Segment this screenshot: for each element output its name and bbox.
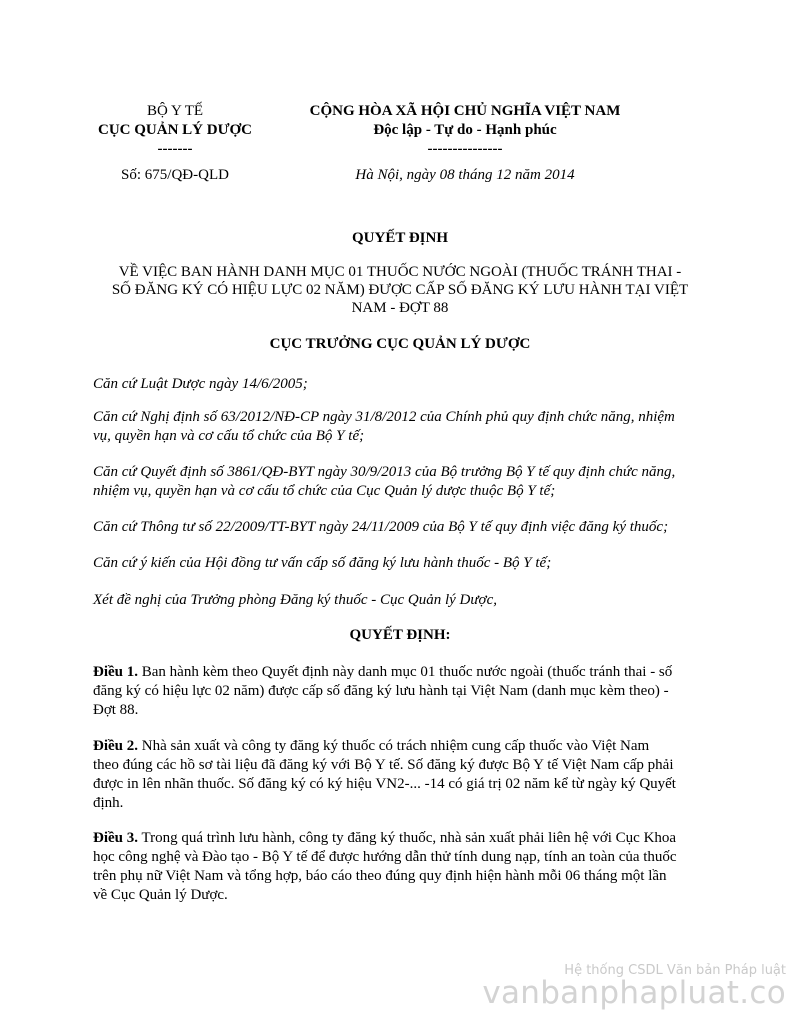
issue-date: Hà Nội, ngày 08 tháng 12 năm 2014 — [355, 167, 575, 183]
article-text: theo đúng các hồ sơ tài liệu đã đăng ký với Bộ Y tế. Số đăng ký được Bộ Y tế Việt Nam cấp phải — [93, 757, 674, 773]
article-text: đăng ký có hiệu lực 02 năm) được cấp số đăng ký lưu hành tại Việt Nam (danh mục kèm theo) - — [93, 683, 669, 699]
basis-line: Căn cứ Luật Dược ngày 14/6/2005; — [93, 376, 308, 392]
article-text: Trong quá trình lưu hành, công ty đăng ký thuốc, nhà sản xuất phải liên hệ với Cục Khoa — [138, 830, 677, 846]
basis-line: vụ, quyền hạn và cơ cấu tổ chức của Bộ Y tế; — [93, 428, 365, 444]
article-3 — [93, 829, 703, 905]
legal-basis — [93, 463, 703, 501]
watermark-site: vanbanphapluat.co — [482, 975, 786, 1011]
national-heading-block — [290, 102, 640, 185]
document-subject — [80, 263, 720, 317]
article-text: Ban hành kèm theo Quyết định này danh mục 01 thuốc nước ngoài (thuốc tránh thai - số — [138, 664, 673, 680]
decision-heading: QUYẾT ĐỊNH: — [349, 627, 451, 643]
basis-line: Căn cứ ý kiến của Hội đồng tư vấn cấp số đăng ký lưu hành thuốc - Bộ Y tế; — [93, 555, 552, 571]
motto-separator: --------------- — [427, 141, 503, 157]
basis-line: Căn cứ Nghị định số 63/2012/NĐ-CP ngày 31/8/2012 của Chính phủ quy định chức năng, nhiệm — [93, 409, 675, 425]
legal-basis — [93, 591, 703, 610]
ministry-name: BỘ Y TẾ — [146, 103, 204, 119]
article-label: Điều 1. — [93, 664, 138, 680]
issuer-separator: ------- — [157, 141, 193, 157]
basis-line: nhiệm vụ, quyền hạn và cơ cấu tổ chức của Cục Quản lý dược thuộc Bộ Y tế; — [93, 483, 556, 499]
legal-basis — [93, 375, 703, 394]
article-2 — [93, 737, 703, 813]
basis-line: Căn cứ Thông tư số 22/2009/TT-BYT ngày 24/11/2009 của Bộ Y tế quy định việc đăng ký thuốc; — [93, 519, 669, 535]
department-name: CỤC QUẢN LÝ DƯỢC — [97, 122, 253, 138]
national-motto: Độc lập - Tự do - Hạnh phúc — [373, 122, 557, 138]
article-text: trên phụ nữ Việt Nam và tổng hợp, báo cáo theo đúng quy định hiện hành mỗi 06 tháng một lần — [93, 868, 667, 884]
article-text: học công nghệ và Đào tạo - Bộ Y tế để được hướng dẫn thử tính dung nạp, tính an toàn của thuốc — [93, 849, 677, 865]
article-label: Điều 3. — [93, 830, 138, 846]
document-number: Số: 675/QĐ-QLD — [121, 167, 229, 183]
watermark-caption: Hệ thống CSDL Văn bản Pháp luật — [564, 963, 786, 978]
subject-line: NAM - ĐỢT 88 — [351, 300, 449, 316]
basis-line: Xét đề nghị của Trưởng phòng Đăng ký thuốc - Cục Quản lý Dược, — [93, 592, 497, 608]
country-name: CỘNG HÒA XÃ HỘI CHỦ NGHĨA VIỆT NAM — [309, 103, 621, 119]
issuer-block — [85, 102, 265, 185]
subject-line: VỀ VIỆC BAN HÀNH DANH MỤC 01 THUỐC NƯỚC NGOÀI (THUỐC TRÁNH THAI - — [118, 264, 682, 280]
legal-basis — [93, 554, 703, 573]
document-title: QUYẾT ĐỊNH — [352, 230, 448, 246]
article-text: được in lên nhãn thuốc. Số đăng ký có ký hiệu VN2-... -14 có giá trị 02 năm kể từ ngày ký Quyết — [93, 776, 676, 792]
basis-line: Căn cứ Quyết định số 3861/QĐ-BYT ngày 30/9/2013 của Bộ trưởng Bộ Y tế quy định chức năng, — [93, 464, 676, 480]
article-text: Nhà sản xuất và công ty đăng ký thuốc có trách nhiệm cung cấp thuốc vào Việt Nam — [138, 738, 650, 754]
article-text: định. — [93, 795, 124, 811]
subject-line: SỐ ĐĂNG KÝ CÓ HIỆU LỰC 02 NĂM) ĐƯỢC CẤP SỐ ĐĂNG KÝ LƯU HÀNH TẠI VIỆT — [111, 282, 689, 298]
article-text: Đợt 88. — [93, 702, 139, 718]
legal-basis — [93, 518, 703, 537]
article-label: Điều 2. — [93, 738, 138, 754]
article-1 — [93, 663, 703, 720]
article-text: về Cục Quản lý Dược. — [93, 887, 228, 903]
issuing-authority: CỤC TRƯỞNG CỤC QUẢN LÝ DƯỢC — [269, 336, 531, 352]
legal-basis — [93, 408, 703, 446]
